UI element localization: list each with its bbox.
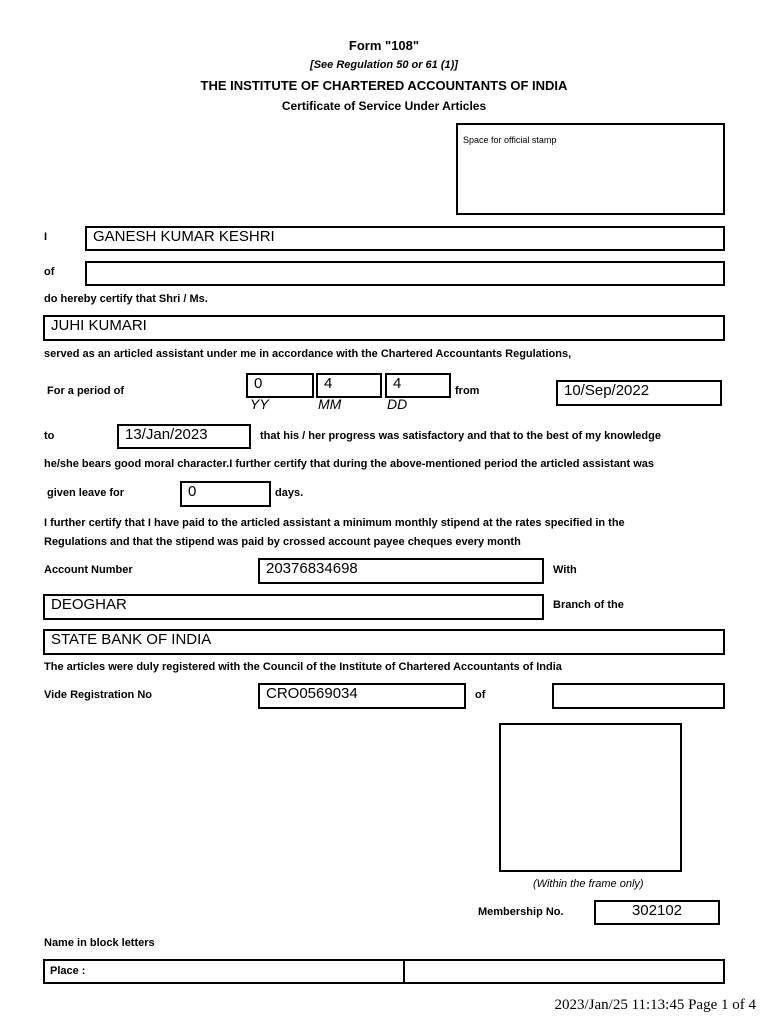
account-number-field[interactable]: 20376834698 [258, 558, 544, 584]
registration-text: The articles were duly registered with the Council of the Institute of Chartered Accountants of India [44, 661, 562, 673]
from-label: from [455, 385, 480, 397]
period-mm-field[interactable]: 4 [316, 373, 382, 398]
period-yy-field[interactable]: 0 [246, 373, 314, 398]
membership-number-field[interactable]: 302102 [594, 900, 720, 925]
registration-label: Vide Registration No [44, 689, 152, 701]
place-right-field[interactable] [407, 963, 721, 981]
leave-label: given leave for [47, 487, 125, 499]
footer-timestamp: 2023/Jan/25 11:13:45 Page 1 of 4 [554, 997, 756, 1013]
leave-unit: days. [275, 487, 304, 499]
stipend-text-1: I further certify that I have paid to the articled assistant a minimum monthly stipend at the rates specified in the [44, 517, 625, 529]
certify-text: do hereby certify that Shri / Ms. [44, 293, 208, 305]
bank-name-field[interactable]: STATE BANK OF INDIA [43, 629, 725, 655]
from-date-field[interactable]: 10/Sep/2022 [556, 380, 722, 406]
served-text: served as an articled assistant under me in accordance with the Chartered Accountants Regulations, [44, 348, 572, 360]
membership-label: Membership No. [478, 906, 564, 918]
dd-caption: DD [387, 396, 408, 412]
regulation-reference: [See Regulation 50 or 61 (1)] [310, 59, 458, 71]
period-label: For a period of [47, 385, 124, 397]
account-number-label: Account Number [44, 564, 133, 576]
place-row [43, 959, 725, 984]
registration-of-field[interactable] [552, 683, 725, 709]
yy-caption: YY [250, 396, 269, 412]
branch-field[interactable]: DEOGHAR [43, 594, 544, 620]
mm-caption: MM [318, 396, 342, 412]
certifier-prefix: I [44, 231, 48, 243]
form-title: Form "108" [348, 38, 420, 53]
certifier-of-field[interactable] [85, 261, 725, 286]
photo-signature-frame [499, 723, 682, 872]
institute-name: THE INSTITUTE OF CHARTERED ACCOUNTANTS OF INDIA [200, 78, 568, 93]
place-label: Place : [50, 965, 86, 977]
to-date-field[interactable]: 13/Jan/2023 [117, 424, 251, 449]
certifier-name-field[interactable]: GANESH KUMAR KESHRI [85, 226, 725, 251]
place-field[interactable] [51, 963, 401, 981]
period-dd-field[interactable]: 4 [385, 373, 451, 398]
assistant-name-field[interactable]: JUHI KUMARI [43, 315, 725, 341]
leave-days-field[interactable]: 0 [180, 481, 271, 507]
stipend-text-2: Regulations and that the stipend was paid by crossed account payee cheques every month [44, 536, 521, 548]
branch-label: Branch of the [553, 599, 624, 611]
to-label: to [44, 430, 55, 442]
character-text: he/she bears good moral character.I further certify that during the above-mentioned period the articled assistant was [44, 458, 655, 470]
with-label: With [553, 564, 577, 576]
certifier-of-label: of [44, 266, 55, 278]
registration-number-field[interactable]: CRO0569034 [258, 683, 466, 709]
name-block-label: Name in block letters [44, 937, 155, 949]
certificate-title: Certificate of Service Under Articles [281, 99, 487, 113]
progress-text: that his / her progress was satisfactory and that to the best of my knowledge [260, 430, 661, 442]
place-row-divider [403, 961, 405, 982]
registration-of-label: of [475, 689, 486, 701]
frame-caption: (Within the frame only) [533, 878, 644, 890]
stamp-label: Space for official stamp [463, 135, 557, 145]
official-stamp-box [456, 123, 725, 215]
